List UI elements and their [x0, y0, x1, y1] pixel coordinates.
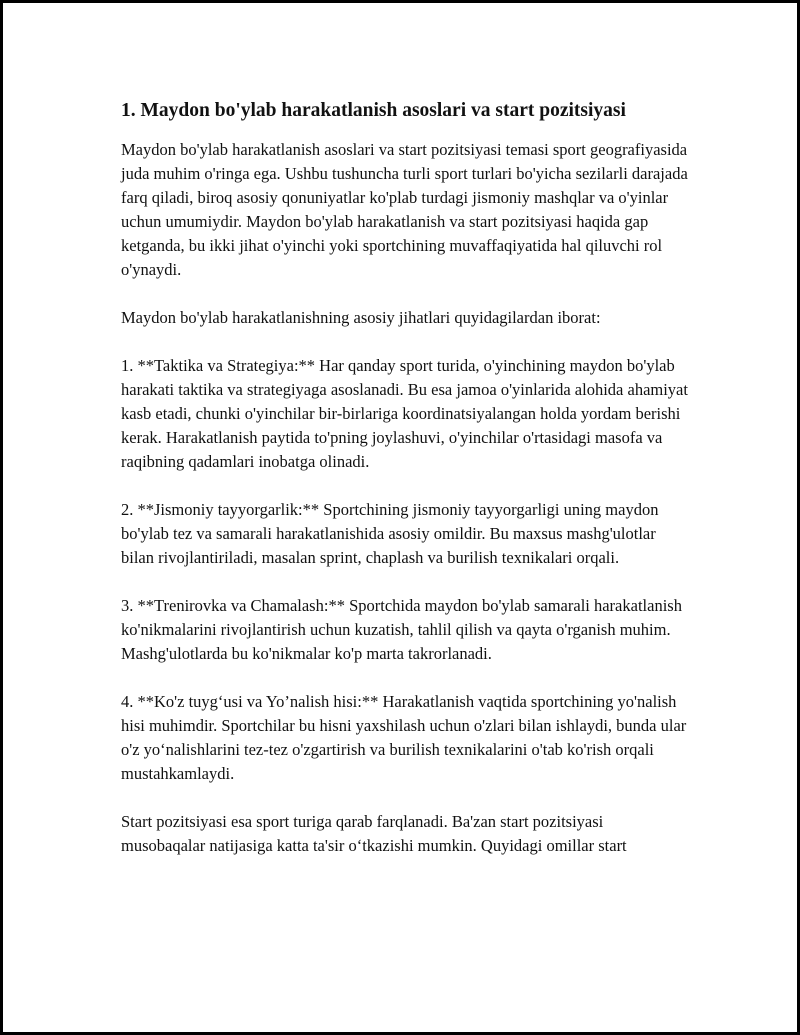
- document-content: [121, 98, 691, 858]
- paragraph-start-position: Start pozitsiyasi esa sport turiga qarab farqlanadi. Ba'zan start pozitsiyasi musobaqalar natijasiga katta ta'sir o‘tkazishi mumkin. Quyidagi omillar start: [121, 812, 627, 855]
- list-item-physical-preparation: 2. **Jismoniy tayyorgarlik:** Sportchining jismoniy tayyorgarligi uning maydon bo'ylab tez va samarali harakatlanishida asosiy omildir. Bu maxsus mashg'ulotlar bilan rivojlantiriladi, masalan sprint, chaplash va burilish texnikalari orqali.: [121, 500, 659, 567]
- section-title: 1. Maydon bo'ylab harakatlanish asoslari va start pozitsiyasi: [121, 100, 626, 121]
- list-item-training: 3. **Trenirovka va Chamalash:** Sportchida maydon bo'ylab samarali harakatlanish ko'nikmalarini rivojlantirish uchun kuzatish, tahlil qilish va qayta o'rganish muhim. Mashg'ulotlarda bu ko'nikmalar ko'p marta takrorlanadi.: [121, 596, 682, 663]
- paragraph-aspects-lead: Maydon bo'ylab harakatlanishning asosiy jihatlari quyidagilardan iborat:: [121, 308, 601, 327]
- list-item-tactics: 1. **Taktika va Strategiya:** Har qanday sport turida, o'yinchining maydon bo'ylab harakati taktika va strategiyaga asoslanadi. Bu esa jamoa o'yinlarida alohida ahamiyat kasb etadi, chunki o'yinchilar bir-birlariga koordinatsiyalangan holda yordam berishi kerak. Harakatlanish paytida to'pning joylashuvi, o'yinchilar o'rtasidagi masofa va raqibning qadamlari inobatga olinadi.: [121, 356, 688, 471]
- list-item-orientation: 4. **Ko'z tuyg‘usi va Yo’nalish hisi:** Harakatlanish vaqtida sportchining yo'nalish hisi muhimdir. Sportchilar bu hisni yaxshilash uchun o'zlari bilan ishlaydi, bunda ular o'z yo‘nalishlarini tez-tez o'zgartirish va burilish texnikalarini o'tab ko'rish orqali mustahkamlaydi.: [121, 692, 687, 783]
- paragraph-intro: Maydon bo'ylab harakatlanish asoslari va start pozitsiyasi temasi sport geografiyasida juda muhim o'ringa ega. Ushbu tushuncha turli sport turlari bo'yicha sezilarli darajada farq qiladi, biroq asosiy qonuniyatlar ko'plab turdagi jismoniy mashqlar va o'yinlar uchun umumiydir. Maydon bo'ylab harakatlanish va start pozitsiyasi haqida gap ketganda, bu ikki jihat o'yinchi yoki sportchining muvaffaqiyatida hal qiluvchi rol o'ynaydi.: [121, 140, 688, 279]
